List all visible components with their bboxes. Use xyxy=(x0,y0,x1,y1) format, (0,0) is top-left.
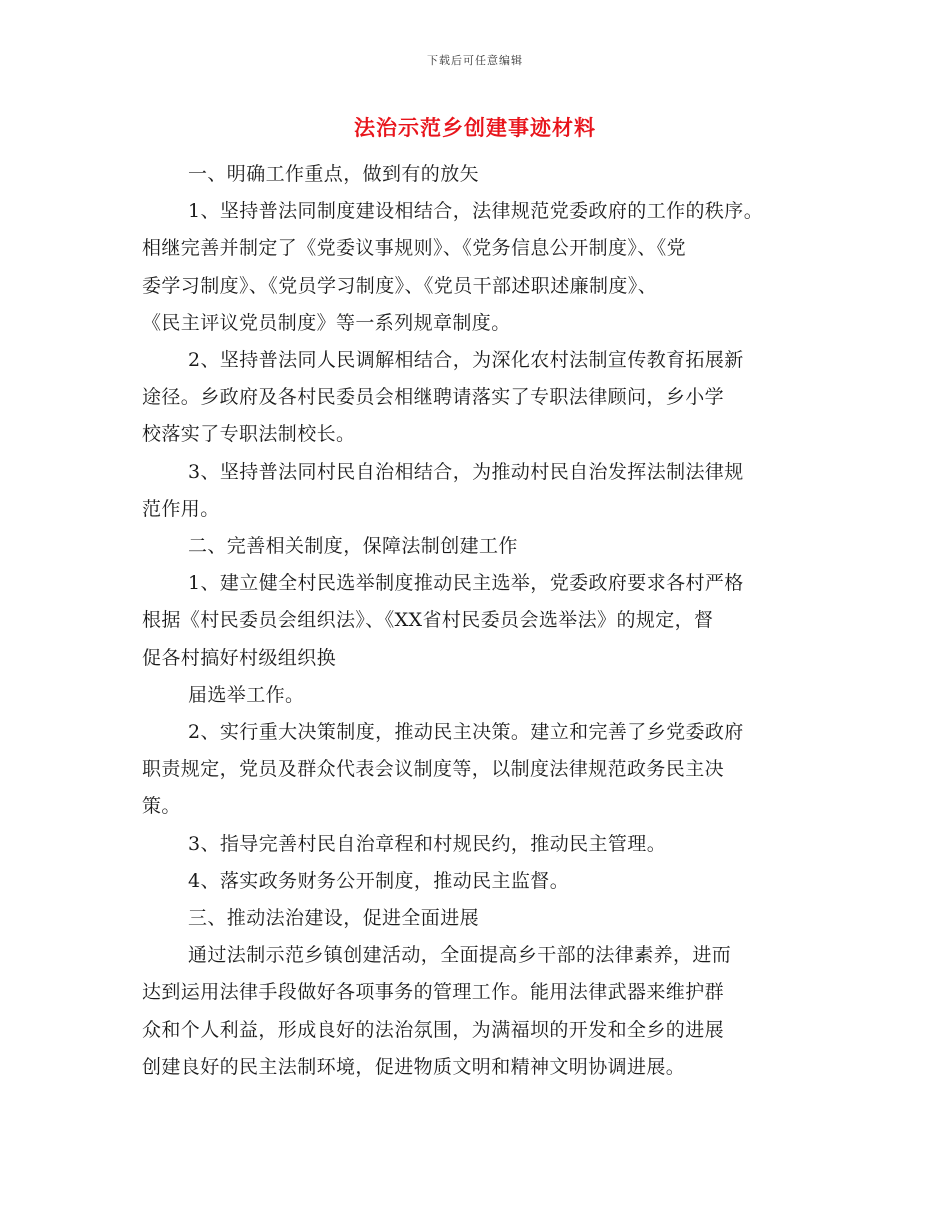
paragraph-line: 相继完善并制定了《党委议事规则》、《党务信息公开制度》、《党 xyxy=(142,237,687,260)
paragraph-line: 促各村搞好村级组织换 xyxy=(142,646,337,669)
paragraph xyxy=(142,863,802,900)
paragraph-line: 一、明确工作重点，做到有的放矢 xyxy=(188,163,480,185)
paragraph xyxy=(142,193,802,342)
paragraph xyxy=(142,565,802,677)
paragraph-line: 众和个人利益，形成良好的法治氛围，为满福坝的开发和全乡的进展 xyxy=(142,1018,725,1041)
paragraph xyxy=(142,156,802,193)
document-body xyxy=(142,156,802,1086)
paragraph-line: 4、落实政务财务公开制度，推动民主监督。 xyxy=(188,869,570,892)
paragraph-line: 3、指导完善村民自治章程和村规民约，推动民主管理。 xyxy=(188,832,667,855)
paragraph-line: 校落实了专职法制校长。 xyxy=(142,423,356,446)
paragraph-line: 达到运用法律手段做好各项事务的管理工作。能用法律武器来维护群 xyxy=(142,981,725,1004)
paragraph-line: 3、坚持普法同村民自治相结合，为推动村民自治发挥法制法律规 xyxy=(188,460,744,483)
paragraph xyxy=(142,342,802,454)
paragraph-line: 范作用。 xyxy=(142,497,220,520)
paragraph xyxy=(142,454,802,528)
paragraph xyxy=(142,528,802,565)
paragraph-line: 1、坚持普法同制度建设相结合，法律规范党委政府的工作的秩序。 xyxy=(188,200,764,223)
document-title: 法治示范乡创建事迹材料 xyxy=(354,115,596,140)
paragraph-line: 2、坚持普法同人民调解相结合，为深化农村法制宣传教育拓展新 xyxy=(188,349,744,372)
paragraph-line: 通过法制示范乡镇创建活动，全面提高乡干部的法律素养，进而 xyxy=(188,944,732,967)
paragraph-line: 届选举工作。 xyxy=(188,683,305,706)
paragraph xyxy=(142,826,802,863)
paragraph-line: 创建良好的民主法制环境，促进物质文明和精神文明协调进展。 xyxy=(142,1055,686,1078)
paragraph-line: 《民主评议党员制度》等一系列规章制度。 xyxy=(142,311,511,334)
paragraph-line: 途径。乡政府及各村民委员会相继聘请落实了专职法律顾问，乡小学 xyxy=(142,386,725,409)
paragraph-line: 三、推动法治建设，促进全面进展 xyxy=(188,907,480,930)
paragraph-line: 策。 xyxy=(142,795,181,818)
paragraph-line: 委学习制度》、《党员学习制度》、《党员干部述职述廉制度》、 xyxy=(142,274,658,297)
paragraph xyxy=(142,677,802,714)
paragraph-line: 1、建立健全村民选举制度推动民主选举，党委政府要求各村严格 xyxy=(188,572,744,595)
paragraph-line: 根据《村民委员会组织法》、《XX省村民委员会选举法》的规定，督 xyxy=(142,609,714,632)
paragraph xyxy=(142,900,802,937)
paragraph xyxy=(142,714,802,826)
paragraph-line: 二、完善相关制度，保障法制创建工作 xyxy=(188,535,518,558)
paragraph-line: 2、实行重大决策制度，推动民主决策。建立和完善了乡党委政府 xyxy=(188,721,744,744)
paragraph-line: 职责规定，党员及群众代表会议制度等，以制度法律规范政务民主决 xyxy=(142,758,725,781)
paragraph xyxy=(142,937,802,1086)
page-header-note: 下载后可任意编辑 xyxy=(427,54,523,67)
